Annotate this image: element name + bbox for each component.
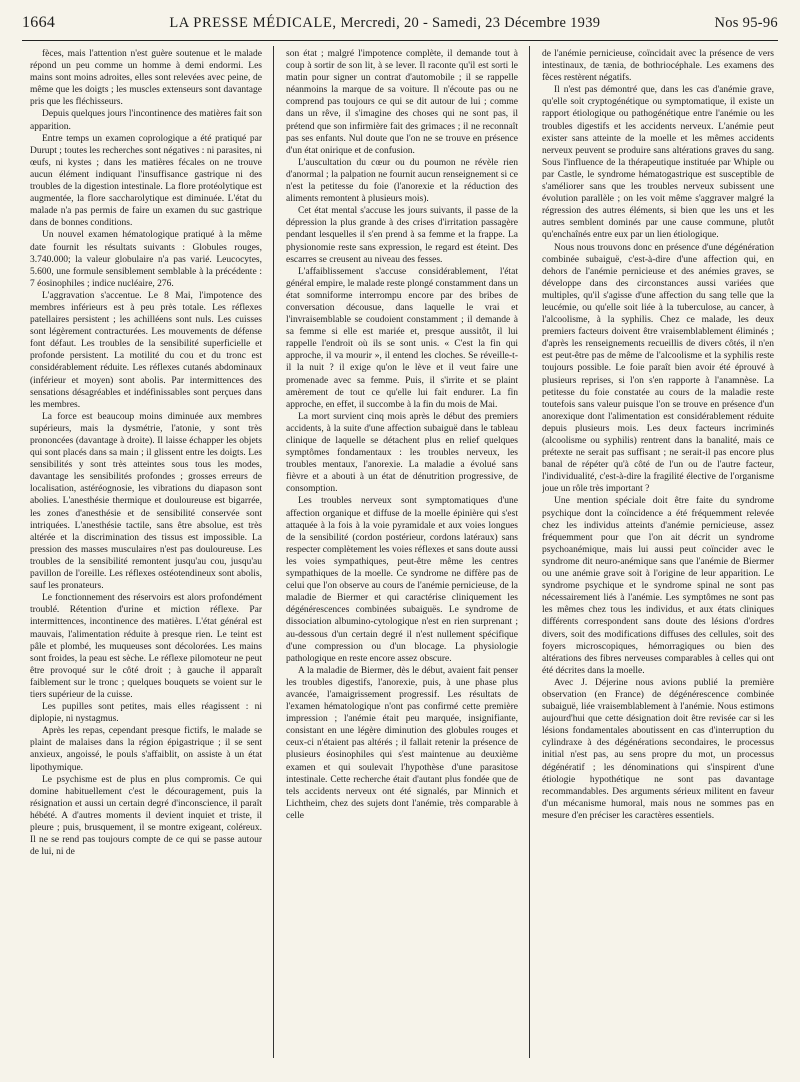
paragraph: L'auscultation du cœur ou du poumon ne révèle rien d'anormal ; la palpation ne fournit aucun renseignement si ce n'est la petitesse du foie (l'anorexie et la réduction des aliments remontent à plusieurs mois). <box>286 157 518 205</box>
paragraph: Un nouvel examen hématologique pratiqué à la même date fournit les résultats suivants : Globules rouges, 3.740.000; la valeur globulaire n'a pas varié. Leucocytes, 5.600, une formule sensiblement semblable à la précédente : 7 éosinophiles ; indice nucléaire, 276. <box>30 230 262 289</box>
paragraph: Entre temps un examen coprologique a été pratiqué par Durupt ; toutes les recherches sont négatives : ni parasites, ni œufs, ni kystes ; dans les matières fécales on ne trouve aucun élément indiquant l'insuffisance gastrique ni des troubles de la digestion intestinale. La flore protéolytique est augmentée, la flore saccharolytique est diminuée. L'état du malade n'a pas permis de faire un examen du suc gastrique dans de bonnes conditions. <box>30 133 262 229</box>
page-number: 1664 <box>22 14 56 31</box>
issue-number: Nos 95-96 <box>714 15 778 31</box>
article-body <box>30 48 784 1058</box>
header-rule <box>22 40 778 41</box>
paragraph: Il n'est pas démontré que, dans les cas d'anémie grave, qu'elle soit cryptogénétique ou symptomatique, il existe un rapport étiologique ou pathogénétique entre l'anémie ou les troubles digestifs et les accidents nerveux. L'anémie peut exister sans atteinte de la moelle et les mêmes accidents nerveux peuvent se produire sans altérations graves du sang. Sous l'influence de la thérapeutique instituée par Whiple ou par Castle, le syndrome hématogastrique est susceptible de s'améliorer sans que les troubles nerveux subissent une évolution parallèle ; on les voit même s'aggraver malgré la régression des autres éléments, si bien que les uns et les autres semblent dominés par une cause commune, plutôt qu'enchaînés entre eux par un lien étiologique. <box>542 85 774 241</box>
paragraph: Nous nous trouvons donc en présence d'une dégénération combinée subaiguë, c'est-à-dire d'une affection qui, en dehors de l'anémie pernicieuse et des anémies graves, se développe dans des circonstances aussi variées que multiples, qu'il s'agisse d'une affection du sang telle que la leucémie, ou qu'elle soit liée à la tuberculose, au cancer, à l'alcoolisme, à la syphilis. Chez ce malade, les deux premiers facteurs doivent être vraisemblablement éliminés ; d'après les renseignements recueillis de divers côtés, il n'en est peut-être pas de même de l'alcoolisme et la syphilis reste toujours possible. Le foie paraît bien avoir été éprouvé à plusieurs reprises, si l'on s'en rapporte à l'anamnèse. La petitesse du foie constatée au cours de la maladie reste toutefois sans valeur puisque l'on se trouve en présence d'un anorexique dont l'alimentation est considérablement réduite depuis plusieurs mois. Les deux facteurs incriminés (alcoolisme ou syphilis) rentrent dans la banalité, mais ce prétexte ne serait pas suffisant ; ne serait-il pas encore plus banal de répéter qu'à côté de l'un ou de l'autre facteur, l'individualité, c'est-à-dire la fragilité élective de l'organisme joue un rôle très important ? <box>542 242 774 495</box>
text-column-3 <box>542 48 774 1058</box>
paragraph: Avec J. Déjerine nous avions publié la première observation (en France) de dégénérescence combinée subaiguë, liée vraisemblablement à l'anémie. Nous estimons aujourd'hui que cette désignation doit être revisée car si les lésions fondamentales aboutissent en cas d'interruption du cylindraxe à des dégénérations secondaires, le processus initial n'est pas, au sens propre du mot, un processus dégénératif ; les dénominations qui s'inspirent d'une étiologie hypothétique ne sont pas davantage recommandables. Des arguments sérieux militent en faveur d'un mécanisme humoral, mais nous ne sommes pas en mesure d'en préciser les caractères essentiels. <box>542 677 774 821</box>
paragraph: son état ; malgré l'impotence complète, il demande tout à coup à sortir de son lit, à se lever. Il raconte qu'il est sorti le matin pour signer un contrat d'automobile ; il se rappelle néanmoins la marque de sa voiture. Il n'écoute pas ou ne comprend pas toujours ce qui se dit autour de lui ; comme dans un rêve, il s'imagine des choses qui ne sont pas, il prétend que son infirmière fait des grimaces ; il ne reconnaît pas ses enfants. Nul doute que l'on ne se trouve en présence d'un état onirique et de confusion. <box>286 49 518 156</box>
paragraph: L'affaiblissement s'accuse considérablement, l'état général empire, le malade reste plongé constamment dans un état somniforme interrompu encore par des bribes de conversation décousue, dans laquelle le vrai et l'invraisemblable se coudoient constamment ; il demande à sa femme si elle est mariée et, presque aussitôt, il lui rappelle l'endroit où ils se sont unis. « C'est la fin qui approche, il va mourir », il entend les cloches. Se réveille-t-il la nuit ? il exige qu'on le lève et il veut faire une promenade avec sa femme. Puis, il s'irrite et se plaint amèrement de tout ce qu'elle lui fait endurer. La fin approche, en effet, il succombe à la fin du mois de Mai. <box>286 266 518 410</box>
paragraph: Depuis quelques jours l'incontinence des matières fait son apparition. <box>30 109 262 132</box>
masthead <box>55 15 714 32</box>
dateline: Mercredi, 20 - Samedi, 23 Décembre 1939 <box>340 15 601 31</box>
text-column-1 <box>30 48 262 1058</box>
paragraph: Cet état mental s'accuse les jours suivants, il passe de la dépression la plus grande à des crises d'irritation passagère pendant lesquelles il s'en prend à sa femme et la frappe. La physionomie reste sans expression, le regard est éteint. Des escarres se creusent au niveau des fesses. <box>286 206 518 265</box>
paragraph: fèces, mais l'attention n'est guère soutenue et le malade répond un peu comme un homme à demi endormi. Les mains sont moins adroites, elles sont relevées avec peine, de même que les doigts ; les muscles extenseurs sont davantage pris que les fléchisseurs. <box>30 49 262 108</box>
paragraph: Une mention spéciale doit être faite du syndrome psychique dont la coïncidence a été fréquemment relevée chez les individus atteints d'anémie pernicieuse, assez fréquemment pour que l'on ait décrit un syndrome psychoanémique, mais lui aussi peut coïncider avec le syndrome dit neuro-anémique sans que l'anémie de Biermer ou une anémie grave soit à l'origine de leur apparition. Le syndrome psychique et le syndrome spinal ne sont pas nécessairement liés à l'anémie. Les symptômes ne sont pas les mêmes chez tous les individus, et aux états cliniques différents correspondent sans doute des lésions d'ordres divers, soit des modifications diffuses des cellules, soit des foyers microscopiques, hémorragiques ou bien des altérations des fibres nerveuses comparables à celles qui ont été décrites dans la moelle. <box>542 496 774 676</box>
paragraph: Le fonctionnement des réservoirs est alors profondément troublé. Rétention d'urine et miction réflexe. Par intermittences, incontinence des matières. L'état général est mauvais, l'alimentation réduite à presque rien. Le teint est pâle et plombé, les muqueuses sont décolorées. Les mains sont froides, la peau est sèche. Le réflexe pilomoteur ne peut être provoqué sur le côté droit ; à gauche il apparaît faiblement sur le tronc ; quelques bouquets se voient sur le tiers supérieur de la cuisse. <box>30 593 262 700</box>
paragraph: de l'anémie pernicieuse, coïncidait avec la présence de vers intestinaux, de tænia, de bothriocéphale. Les examens des fèces restèrent négatifs. <box>542 49 774 84</box>
paragraph: Les pupilles sont petites, mais elles réagissent : ni diplopie, ni nystagmus. <box>30 702 262 725</box>
paragraph: L'aggravation s'accentue. Le 8 Mai, l'impotence des membres inférieurs est à peu près totale. Les réflexes patellaires persistent ; les achilléens sont nuls. Les cuisses sont légèrement contracturées. Les mouvements de défense font défaut. Les troubles de la sensibilité superficielle et profonde persistent. La motilité du cou et du tronc est considérablement réduite. Les réflexes cutanés abdominaux (inférieur et moyen) sont abolis. Par intermittences des sensations désagréables et indéfinissables sont perçues dans les membres. <box>30 290 262 410</box>
text-column-2 <box>286 48 518 1058</box>
paragraph: Après les repas, cependant presque fictifs, le malade se plaint de malaises dans la région épigastrique ; il se sent anxieux, angoissé, le pouls s'affaiblit, on assiste à un état lipothymique. <box>30 726 262 773</box>
paragraph: Les troubles nerveux sont symptomatiques d'une affection organique et diffuse de la moelle épinière qui s'est attaquée à la fois à la voie pyramidale et aux voies longues de la sensibilité (cordon postérieur, cordons latéraux) sans respecter complètement les voies réflexes et sans doute aussi les voies sympathiques, peut-être même les centres sympathiques de la moelle. Ce syndrome ne diffère pas de celui que l'on observe au cours de l'anémie pernicieuse, de la maladie de Biermer et qui caractérise cliniquement les dégénérescences combinées subaiguës. Le syndrome de dissociation albumino-cytologique n'est en rien surprenant ; au-dessous d'un certain degré il n'est nullement spécifique d'une compression ou d'un blocage. La physiologie pathologique en reste encore assez obscure. <box>286 496 518 664</box>
paragraph: Le psychisme est de plus en plus compromis. Ce qui domine habituellement c'est le découragement, puis la résignation et aussi un certain degré d'inconscience, il paraît hébété. A d'autres moments il devient inquiet et triste, il pleure ; puis, brusquement, il se montre exigeant, coléreux. Il ne se rend pas toujours compte de ce qui se passe autour de lui, ni de <box>30 774 262 858</box>
paragraph: A la maladie de Biermer, dès le début, avaient fait penser les troubles digestifs, l'anorexie, puis, à une phase plus avancée, l'amaigrissement progressif. Les résultats de l'examen hématologique n'ont pas confirmé cette première impression ; l'anémie était peu marquée, insignifiante, consistant en une légère diminution des globules rouges et ceux-ci n'étaient pas altérés ; il fallait retenir la présence de plusieurs éosinophiles qui s'est maintenue au deuxième examen et qui soulevait l'hypothèse d'une parasitose intestinale. Cette recherche était d'autant plus fondée que de tels accidents nerveux ont été signalés, par Minnich et Lichtheim, chez des sujets dont l'anémie, très comparable à celle <box>286 665 518 821</box>
page-header <box>22 14 778 40</box>
paragraph: La force est beaucoup moins diminuée aux membres supérieurs, mais la dysmétrie, l'atonie, y sont très prononcées (davantage à droite). Il laisse échapper les objets qui sont placés dans sa main ; il glissent entre les doigts. Les sensibilités y sont très atteintes sous tous les modes, davantage les sensibilités profondes ; grosses erreurs de localisation, astéréognosie, les vibrations du diapason sont abolies. L'anesthésie thermique et douloureuse est bigarrée, les zones d'anesthésie et de sensibilité conservée sont intriquées. L'anesthésie tactile, sans être absolue, est très altérée et la discrimination des tissus est impossible. La pression des masses musculaires n'est pas douloureuse. Les troubles de la sensibilité remontent jusqu'au cou, jusqu'au pavillon de l'oreille. Les réflexes ostéotendineux sont abolis, sauf les pronateurs. <box>30 411 262 592</box>
paragraph: La mort survient cinq mois après le début des premiers accidents, à la suite d'une affection subaiguë dans le tableau clinique de laquelle se détachent plus en relief quelques symptômes fondamentaux : les troubles nerveux, les troubles mentaux, l'anorexie. La maladie a évolué sans fièvre et a abouti à un état de dénutrition progressive, de consomption. <box>286 411 518 495</box>
journal-title: LA PRESSE MÉDICALE, <box>169 15 337 31</box>
